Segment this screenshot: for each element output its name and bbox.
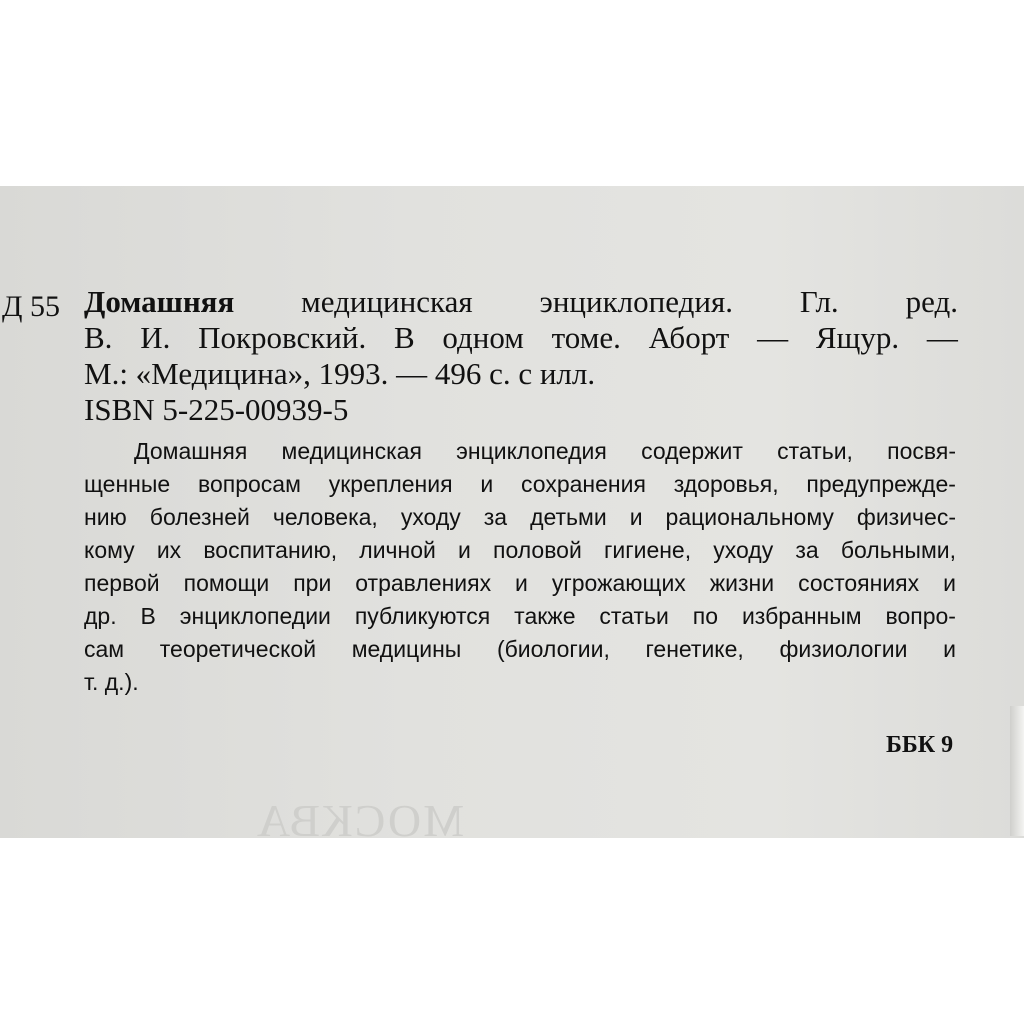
title-word: Покровский. [198,320,367,355]
abstract-word: и [629,504,643,530]
abstract-word: (биологии, [496,636,610,662]
title-word: И. [140,320,171,355]
abstract-word: за [795,537,819,563]
abstract-word: рациональному [665,504,834,530]
title-word: одном [442,320,524,355]
catalog-card-photo [0,186,1024,838]
abstract-word: укрепления [328,471,453,497]
abstract-word: при [293,570,332,596]
abstract-word: физичес- [856,504,956,530]
abstract-word: сохранения [521,471,646,497]
title-word: — [757,320,789,355]
abstract-word: генетике, [645,636,744,662]
title-word: Гл. [799,284,839,319]
abstract-word: человека, [272,504,378,530]
abstract-word: статьи, [777,438,853,464]
abstract-word: физиологии [779,636,908,662]
imprint-line: М.: «Медицина», 1993. — 496 с. с илл. [84,356,596,391]
abstract-word: др. [84,603,117,629]
abstract-last-line: т. д.). [84,669,139,695]
abstract-word: гигиене, [603,537,692,563]
title-word: медицинская [301,284,473,319]
abstract-word: половой [493,537,582,563]
abstract-word: вопросам [198,471,301,497]
abstract-word: также [514,603,576,629]
abstract-word: и [480,471,494,497]
abstract-line [84,603,956,630]
abstract-line [84,537,956,564]
abstract-word: избранным [741,603,862,629]
abstract-word: энциклопедия [456,438,607,464]
abstract-word: уходу [713,537,774,563]
abstract-word: медицинская [281,438,422,464]
title-word: Аборт [648,320,730,355]
abstract-word: энциклопедии [179,603,331,629]
title-bold-word: Домашняя [84,284,235,319]
abstract-line [134,438,956,465]
abstract-word: медицины [351,636,462,662]
abstract-word: кому [84,537,135,563]
title-word: В. [84,320,113,355]
abstract-word: угрожающих [551,570,686,596]
abstract-word: первой [84,570,160,596]
abstract-word: болезней [149,504,250,530]
abstract-word: щенные [84,471,171,497]
show-through-text: МОСКВА [255,795,465,838]
classification-code: Д 55 [2,290,60,323]
title-word: Ящур. [815,320,900,355]
abstract-word: предупрежде- [806,471,956,497]
abstract-word: детьми [530,504,607,530]
abstract-word: помощи [183,570,270,596]
abstract-word: личной [359,537,436,563]
title-word: В [393,320,415,355]
abstract-word: Домашняя [134,438,248,464]
abstract-word: и [515,570,528,596]
abstract-word: воспитанию, [203,537,338,563]
abstract-word: посвя- [887,438,956,464]
abstract-word: и [458,537,471,563]
abstract-word: состояниях [798,570,920,596]
title-word: томе. [551,320,621,355]
abstract-word: теоретической [159,636,317,662]
abstract-word: вопро- [885,603,956,629]
title-word: энциклопедия. [539,284,733,319]
abstract-word: жизни [709,570,775,596]
abstract-line [84,471,956,498]
abstract-word: за [483,504,508,530]
title-line-2 [84,320,958,356]
title-word: — [926,320,958,355]
abstract-word: В [140,603,156,629]
abstract-word: и [943,570,956,596]
abstract-word: здоровья, [673,471,779,497]
abstract-line [84,570,956,597]
abstract-word: содержит [641,438,743,464]
title-word: ред. [905,284,958,319]
title-line-1 [84,284,958,320]
abstract-word: по [692,603,719,629]
bbk-index: ББК 9 [886,732,954,758]
abstract-word: публикуются [354,603,491,629]
abstract-word: уходу [400,504,461,530]
abstract-line [84,504,956,531]
page-edge [1010,706,1024,836]
abstract-word: отравлениях [355,570,492,596]
abstract-word: статьи [599,603,669,629]
isbn-line: ISBN 5-225-00939-5 [84,392,349,427]
abstract-line [84,636,956,663]
abstract-word: и [943,636,956,662]
abstract-word: их [156,537,182,563]
abstract-word: нию [84,504,127,530]
abstract-word: больными, [840,537,956,563]
abstract-word: сам [84,636,125,662]
